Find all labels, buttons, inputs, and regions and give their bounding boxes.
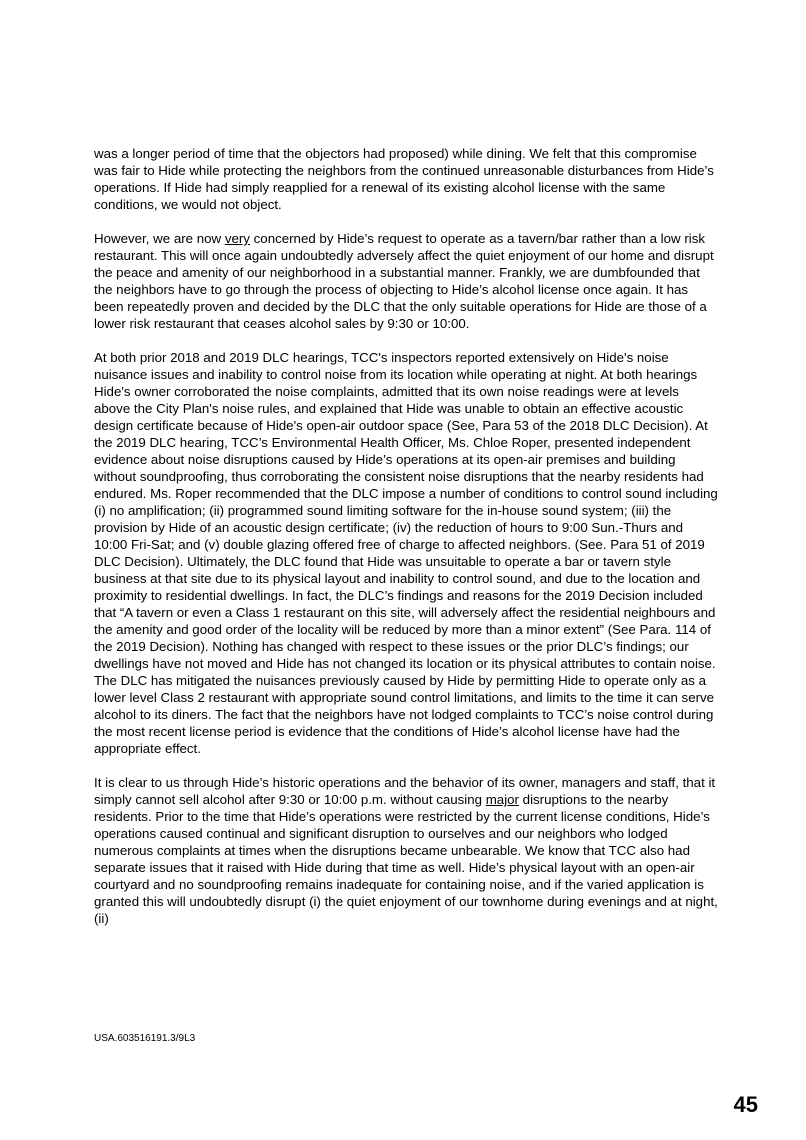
paragraph-3	[94, 349, 718, 757]
paragraph-1-text: was a longer period of time that the objectors had proposed) while dining. We felt that this compromise was fair to Hide while protecting the neighbors from the continued unreasonable disturbances from Hide’s operations. If Hide had simply reapplied for a renewal of its existing alcohol license with the same conditions, we would not object.	[94, 146, 714, 212]
paragraph-2-text-b: concerned by Hide’s request to operate as a tavern/bar rather than a low risk restaurant. This will once again undoubtedly adversely affect the quiet enjoyment of our home and disrupt the peace and amenity of our neighborhood in a substantial manner. Frankly, we are dumbfounded that the neighbors have to go through the process of objecting to Hide’s alcohol license once again. It has been repeatedly proven and decided by the DLC that the only suitable operations for Hide are those of a lower risk restaurant that ceases alcohol sales by 9:30 or 10:00.	[94, 231, 714, 331]
paragraph-4-text-a: It is clear to us through Hide’s historic operations and the behavior of its owner, managers and staff, that it simply cannot sell alcohol after 9:30 or 10:00 p.m. without causing	[94, 775, 716, 807]
paragraph-2	[94, 230, 718, 332]
page-number: 45	[733, 1092, 758, 1117]
underlined-emphasis-major: major	[485, 792, 519, 807]
document-reference: USA.603516191.3/9L3	[94, 1033, 196, 1044]
underlined-emphasis-very: very	[224, 231, 250, 246]
paragraph-4	[94, 774, 718, 927]
paragraph-3-text: At both prior 2018 and 2019 DLC hearings, TCC's inspectors reported extensively on Hide's noise nuisance issues and inability to control noise from its location while operating at night. At both hearings Hide's owner corroborated the noise complaints, admitted that its own noise readings were at levels above the City Plan's noise rules, and explained that Hide was unable to obtain an effective acoustic design certificate because of Hide's open-air outdoor space (See, Para 53 of the 2018 DLC Decision). At the 2019 DLC hearing, TCC’s Environmental Health Officer, Ms. Chloe Roper, presented independent evidence about noise disruptions caused by Hide’s operations at its open-air premises and building without soundproofing, thus corroborating the consistent noise disruptions that the nearby residents had endured. Ms. Roper recommended that the DLC impose a number of conditions to control sound including (i) no amplification; (ii) programmed sound limiting software for the in-house sound system; (iii) the provision by Hide of an acoustic design certificate; (iv) the reduction of hours to 9:00 Sun.-Thurs and 10:00 Fri-Sat; and (v) double glazing offered free of charge to affected neighbors. (See. Para 51 of 2019 DLC Decision). Ultimately, the DLC found that Hide was unsuitable to operate a bar or tavern style business at that site due to its physical layout and inability to control sound, and due to the location and proximity to residential dwellings. In fact, the DLC’s findings and reasons for the 2019 Decision included that “A tavern or even a Class 1 restaurant on this site, will adversely affect the residential neighbours and the amenity and good order of the locality will be reduced by more than a minor extent” (See Para. 114 of the 2019 Decision). Nothing has changed with respect to these issues or the prior DLC’s findings; our dwellings have not moved and Hide has not changed its location or its physical attributes to contain noise. The DLC has mitigated the nuisances previously caused by Hide by permitting Hide to operate only as a lower level Class 2 restaurant with appropriate sound control limitations, and limits to the time it can serve alcohol to its diners. The fact that the neighbors have not lodged complaints to TCC’s noise control during the most recent license period is evidence that the conditions of Hide’s alcohol license have had the appropriate effect.	[94, 350, 718, 756]
paragraph-4-text-b: disruptions to the nearby residents. Prior to the time that Hide’s operations were restricted by the current license conditions, Hide’s operations caused continual and significant disruption to ourselves and our neighbors who lodged numerous complaints at times when the disruptions became unbearable. We know that TCC also had separate issues that it raised with Hide during that time as well. Hide’s physical layout with an open-air courtyard and no soundproofing remains inadequate for containing noise, and if the varied application is granted this will undoubtedly disrupt (i) the quiet enjoyment of our townhome during evenings and at night, (ii)	[94, 792, 718, 926]
paragraph-2-text-a: However, we are now	[94, 231, 225, 246]
paragraph-1	[94, 145, 718, 213]
letter-body	[94, 145, 718, 944]
